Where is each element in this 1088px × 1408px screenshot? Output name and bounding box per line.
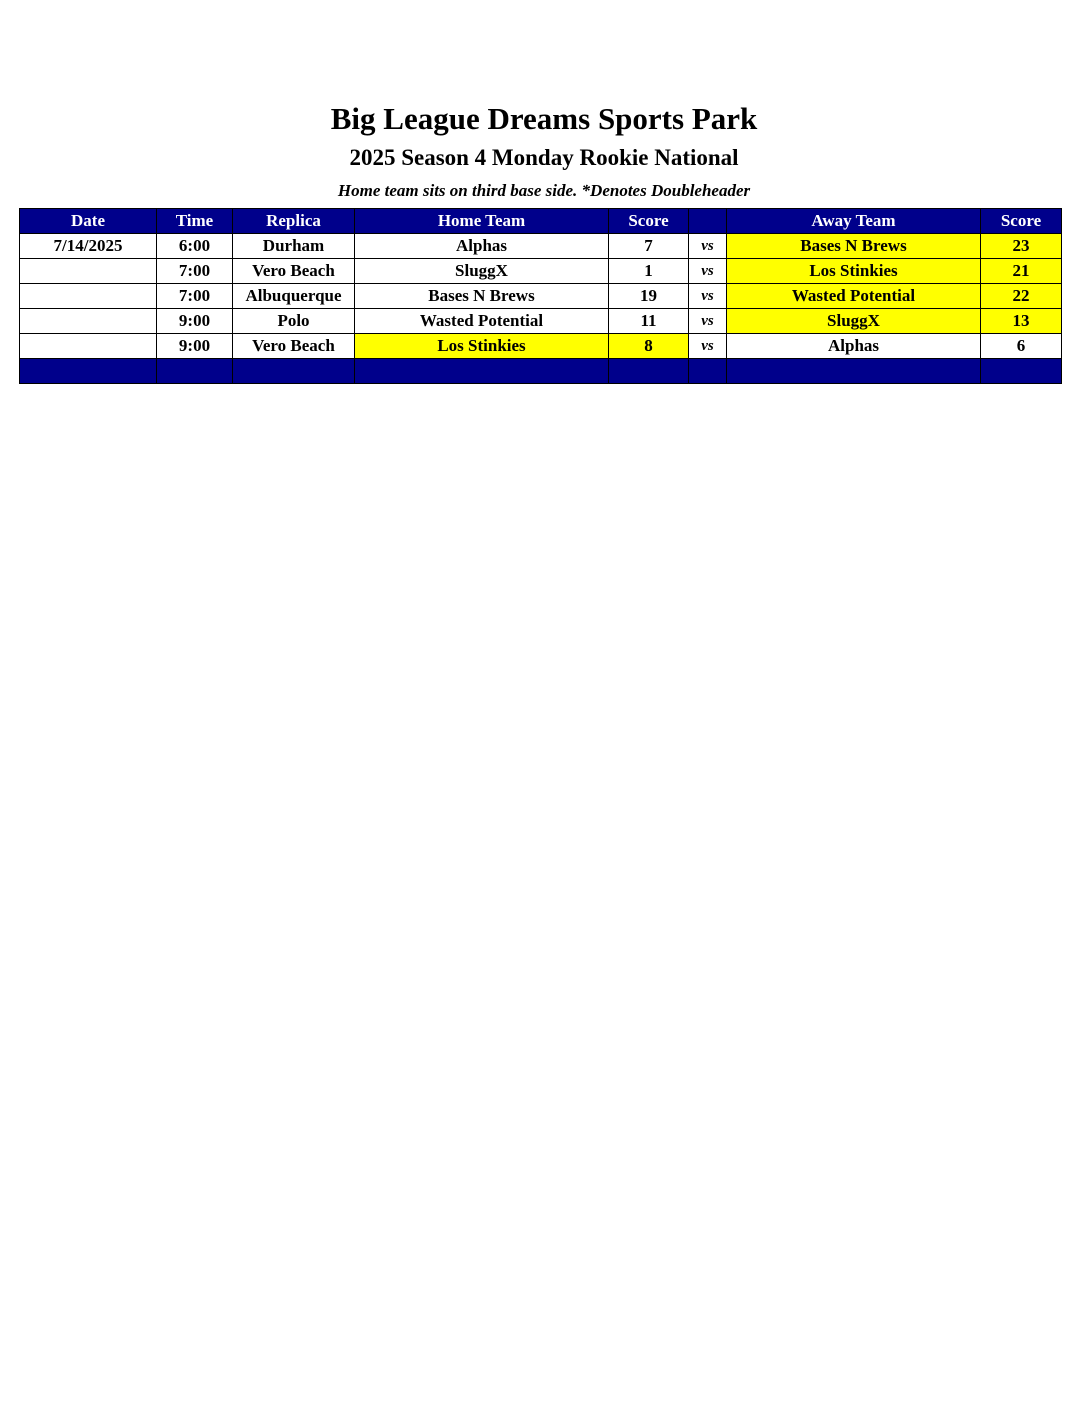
game-date	[20, 334, 157, 359]
home-team: SluggX	[355, 259, 609, 284]
column-header-home-team: Home Team	[355, 209, 609, 234]
home-team: Los Stinkies	[355, 334, 609, 359]
vs-label: vs	[689, 259, 727, 284]
vs-label: vs	[689, 284, 727, 309]
column-header-away-team: Away Team	[727, 209, 981, 234]
footer-cell	[981, 359, 1062, 384]
away-team: Alphas	[727, 334, 981, 359]
footer-cell	[20, 359, 157, 384]
away-team: Bases N Brews	[727, 234, 981, 259]
game-date	[20, 309, 157, 334]
away-team: Wasted Potential	[727, 284, 981, 309]
home-score: 7	[609, 234, 689, 259]
game-time: 9:00	[157, 309, 233, 334]
game-date: 7/14/2025	[20, 234, 157, 259]
home-team: Bases N Brews	[355, 284, 609, 309]
game-time: 7:00	[157, 259, 233, 284]
page-subtitle: 2025 Season 4 Monday Rookie National	[349, 145, 739, 170]
vs-label: vs	[689, 334, 727, 359]
column-header-away-score: Score	[981, 209, 1062, 234]
home-team: Wasted Potential	[355, 309, 609, 334]
footer-cell	[689, 359, 727, 384]
away-score: 13	[981, 309, 1062, 334]
footer-row	[20, 359, 1062, 384]
page-title: Big League Dreams Sports Park	[330, 101, 758, 136]
header-row	[20, 209, 1062, 234]
away-team: SluggX	[727, 309, 981, 334]
game-date	[20, 284, 157, 309]
footer-cell	[233, 359, 355, 384]
footer-cell	[157, 359, 233, 384]
table-row	[20, 259, 1062, 284]
home-score: 19	[609, 284, 689, 309]
game-replica: Polo	[233, 309, 355, 334]
footer-cell	[609, 359, 689, 384]
game-time: 9:00	[157, 334, 233, 359]
column-header-time: Time	[157, 209, 233, 234]
schedule-table	[19, 208, 1062, 384]
table-row	[20, 309, 1062, 334]
game-time: 6:00	[157, 234, 233, 259]
footer-cell	[727, 359, 981, 384]
column-header-vs	[689, 209, 727, 234]
table-row	[20, 234, 1062, 259]
home-team: Alphas	[355, 234, 609, 259]
away-score: 23	[981, 234, 1062, 259]
game-time: 7:00	[157, 284, 233, 309]
schedule-note: Home team sits on third base side. *Denotes Doubleheader	[337, 181, 751, 200]
game-replica: Vero Beach	[233, 334, 355, 359]
away-team: Los Stinkies	[727, 259, 981, 284]
game-replica: Vero Beach	[233, 259, 355, 284]
away-score: 21	[981, 259, 1062, 284]
column-header-replica: Replica	[233, 209, 355, 234]
home-score: 8	[609, 334, 689, 359]
home-score: 1	[609, 259, 689, 284]
game-replica: Albuquerque	[233, 284, 355, 309]
table-row	[20, 334, 1062, 359]
away-score: 22	[981, 284, 1062, 309]
footer-cell	[355, 359, 609, 384]
away-score: 6	[981, 334, 1062, 359]
game-date	[20, 259, 157, 284]
column-header-date: Date	[20, 209, 157, 234]
home-score: 11	[609, 309, 689, 334]
table-row	[20, 284, 1062, 309]
column-header-home-score: Score	[609, 209, 689, 234]
vs-label: vs	[689, 234, 727, 259]
vs-label: vs	[689, 309, 727, 334]
game-replica: Durham	[233, 234, 355, 259]
